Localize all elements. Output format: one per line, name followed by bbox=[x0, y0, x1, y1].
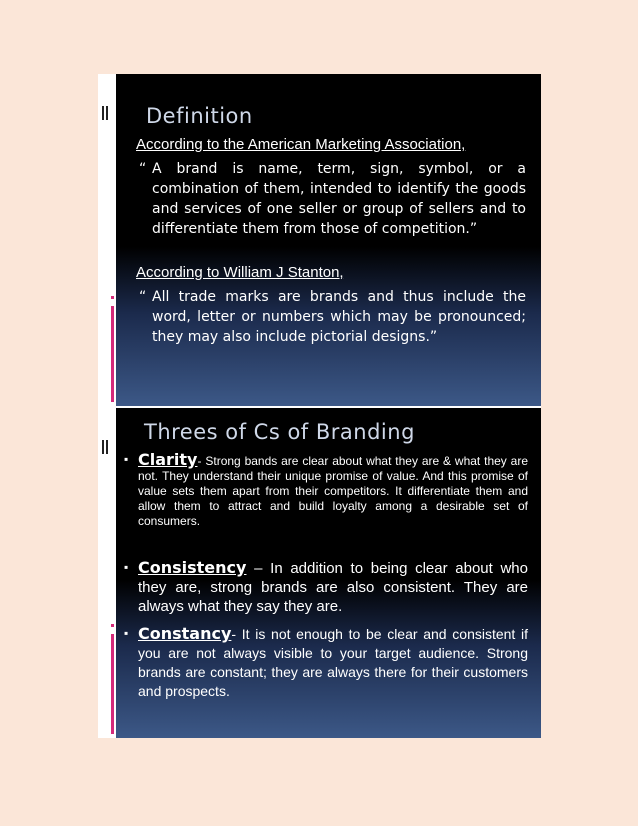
strip-pink-bar bbox=[111, 306, 114, 402]
bullet-icon: ▪ bbox=[124, 452, 129, 466]
item-text: Strong bands are clear about what they are & what they are not. They understand their unique promise of value. And this promise of value sets them apart from their competitors. It differentiate them and allow them to attract and build loyalty among a desirable set of consumers. bbox=[138, 454, 529, 528]
item-separator: - bbox=[197, 454, 202, 468]
quote-text: All trade marks are brands and thus include the word, letter or numbers which may be pronounced; they may also include pictorial designs.” bbox=[152, 289, 526, 345]
strip-marker bbox=[106, 106, 108, 120]
slide1-side-strip bbox=[98, 74, 116, 406]
item-heading: Constancy bbox=[138, 624, 232, 643]
source-heading-ama: According to the American Marketing Association, bbox=[136, 136, 466, 153]
quote-mark: “ bbox=[139, 289, 147, 305]
slide2-side-strip bbox=[98, 408, 116, 738]
document-page bbox=[98, 74, 541, 738]
list-item-consistency bbox=[124, 558, 528, 616]
slide-definition bbox=[116, 74, 541, 406]
strip-pink-dot bbox=[111, 624, 114, 627]
quote-text: A brand is name, term, sign, symbol, or a combination of them, intended to identify the goods and services of one seller or group of sellers and to differentiate them from those of competition.” bbox=[152, 161, 526, 237]
list-item-clarity bbox=[124, 452, 528, 529]
item-heading: Clarity bbox=[138, 450, 198, 469]
item-text: In addition to being clear about who they are, strong brands are also consistent. They are always what they say they are. bbox=[138, 560, 528, 615]
source-heading-stanton: According to William J Stanton, bbox=[136, 264, 344, 281]
slide-three-cs bbox=[116, 408, 541, 738]
bullet-icon: ▪ bbox=[124, 560, 129, 574]
bullet-icon: ▪ bbox=[124, 626, 129, 640]
strip-marker bbox=[102, 440, 104, 454]
strip-marker bbox=[106, 440, 108, 454]
list-item-constancy bbox=[124, 624, 528, 701]
strip-pink-bar bbox=[111, 634, 114, 734]
quote-ama bbox=[139, 159, 526, 239]
item-text: It is not enough to be clear and consistent if you are not always visible to your target audience. Strong brands are constant; they are always there for their customers and prospects. bbox=[138, 626, 528, 699]
item-separator: - bbox=[231, 626, 237, 642]
strip-pink-dot bbox=[111, 296, 114, 299]
strip-marker bbox=[102, 106, 104, 120]
quote-stanton bbox=[139, 287, 526, 347]
item-separator: – bbox=[246, 560, 263, 577]
quote-mark: “ bbox=[139, 161, 147, 177]
slide-title: Threes of Cs of Branding bbox=[144, 420, 415, 444]
slide-title: Definition bbox=[146, 104, 253, 128]
item-heading: Consistency bbox=[138, 558, 247, 577]
